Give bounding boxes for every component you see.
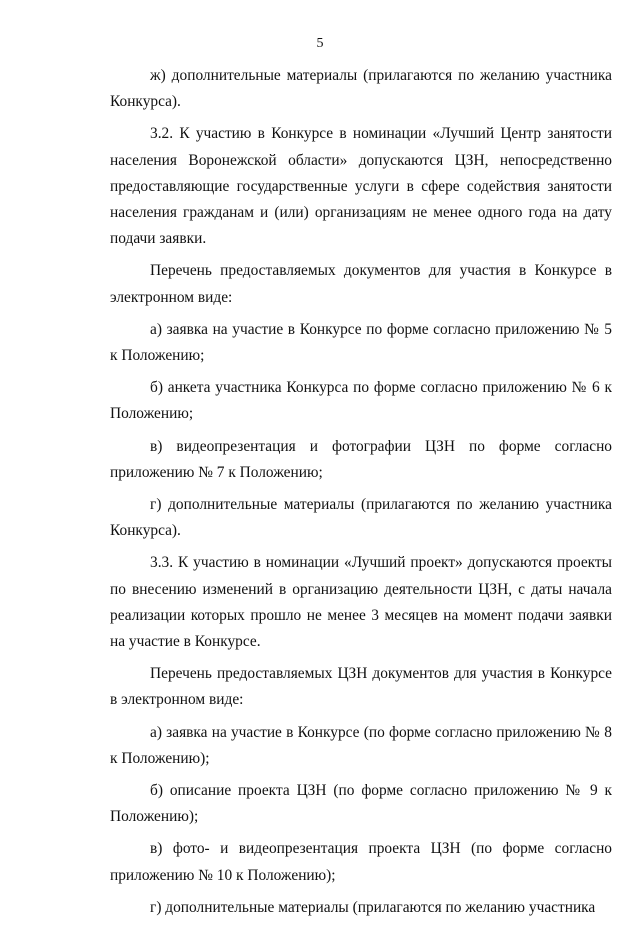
- paragraph-zh-additional-materials: ж) дополнительные материалы (прилагаются по желанию участника Конкурса).: [110, 67, 612, 111]
- paragraph-documents-list-intro: Перечень предоставляемых документов для участия в Конкурсе в электронном виде:: [110, 262, 612, 306]
- list-item-v-video-photos: в) видеопрезентация и фотографии ЦЗН по форме согласно приложению № 7 к Положению;: [110, 437, 612, 481]
- paragraph-czn-documents-intro: Перечень предоставляемых ЦЗН документов для участия в Конкурсе в электронном виде:: [110, 665, 612, 709]
- list-item-a-application: а) заявка на участие в Конкурсе по форме согласно приложению № 5 к Положению;: [110, 320, 612, 365]
- list-item-b-project-description: б) описание проекта ЦЗН (по форме согласно приложению № 9 к Положению);: [110, 782, 612, 826]
- list-item-g-project-additional-materials: г) дополнительные материалы (прилагаются по желанию участника: [150, 898, 596, 916]
- list-item-g-additional-materials: г) дополнительные материалы (прилагаются по желанию участника Конкурса).: [110, 496, 612, 540]
- list-item-a-project-application: а) заявка на участие в Конкурсе (по форме согласно приложению № 8 к Положению);: [110, 723, 612, 767]
- document-body: [110, 63, 612, 927]
- page-number: 5: [316, 36, 324, 51]
- list-item-b-questionnaire: б) анкета участника Конкурса по форме согласно приложению № 6 к Положению;: [110, 379, 612, 423]
- paragraph-3-2-best-center: 3.2. К участию в Конкурсе в номинации «Лучший Центр занятости населения Воронежской области» допускаются ЦЗН, непосредственно предоставляющие государственные услуги в сфере содействия занятости населения гражданам и (или) организациям не менее одного года на дату подачи заявки.: [110, 125, 612, 248]
- paragraph-3-3-best-project: 3.3. К участию в номинации «Лучший проект» допускаются проекты по внесению изменений в организацию деятельности ЦЗН, с даты начала реализации которых прошло не менее 3 месяцев на момент подачи заявки на участие в Конкурсе.: [110, 554, 612, 651]
- list-item-v-project-presentation: в) фото- и видеопрезентация проекта ЦЗН (по форме согласно приложению № 10 к Положению);: [110, 840, 612, 884]
